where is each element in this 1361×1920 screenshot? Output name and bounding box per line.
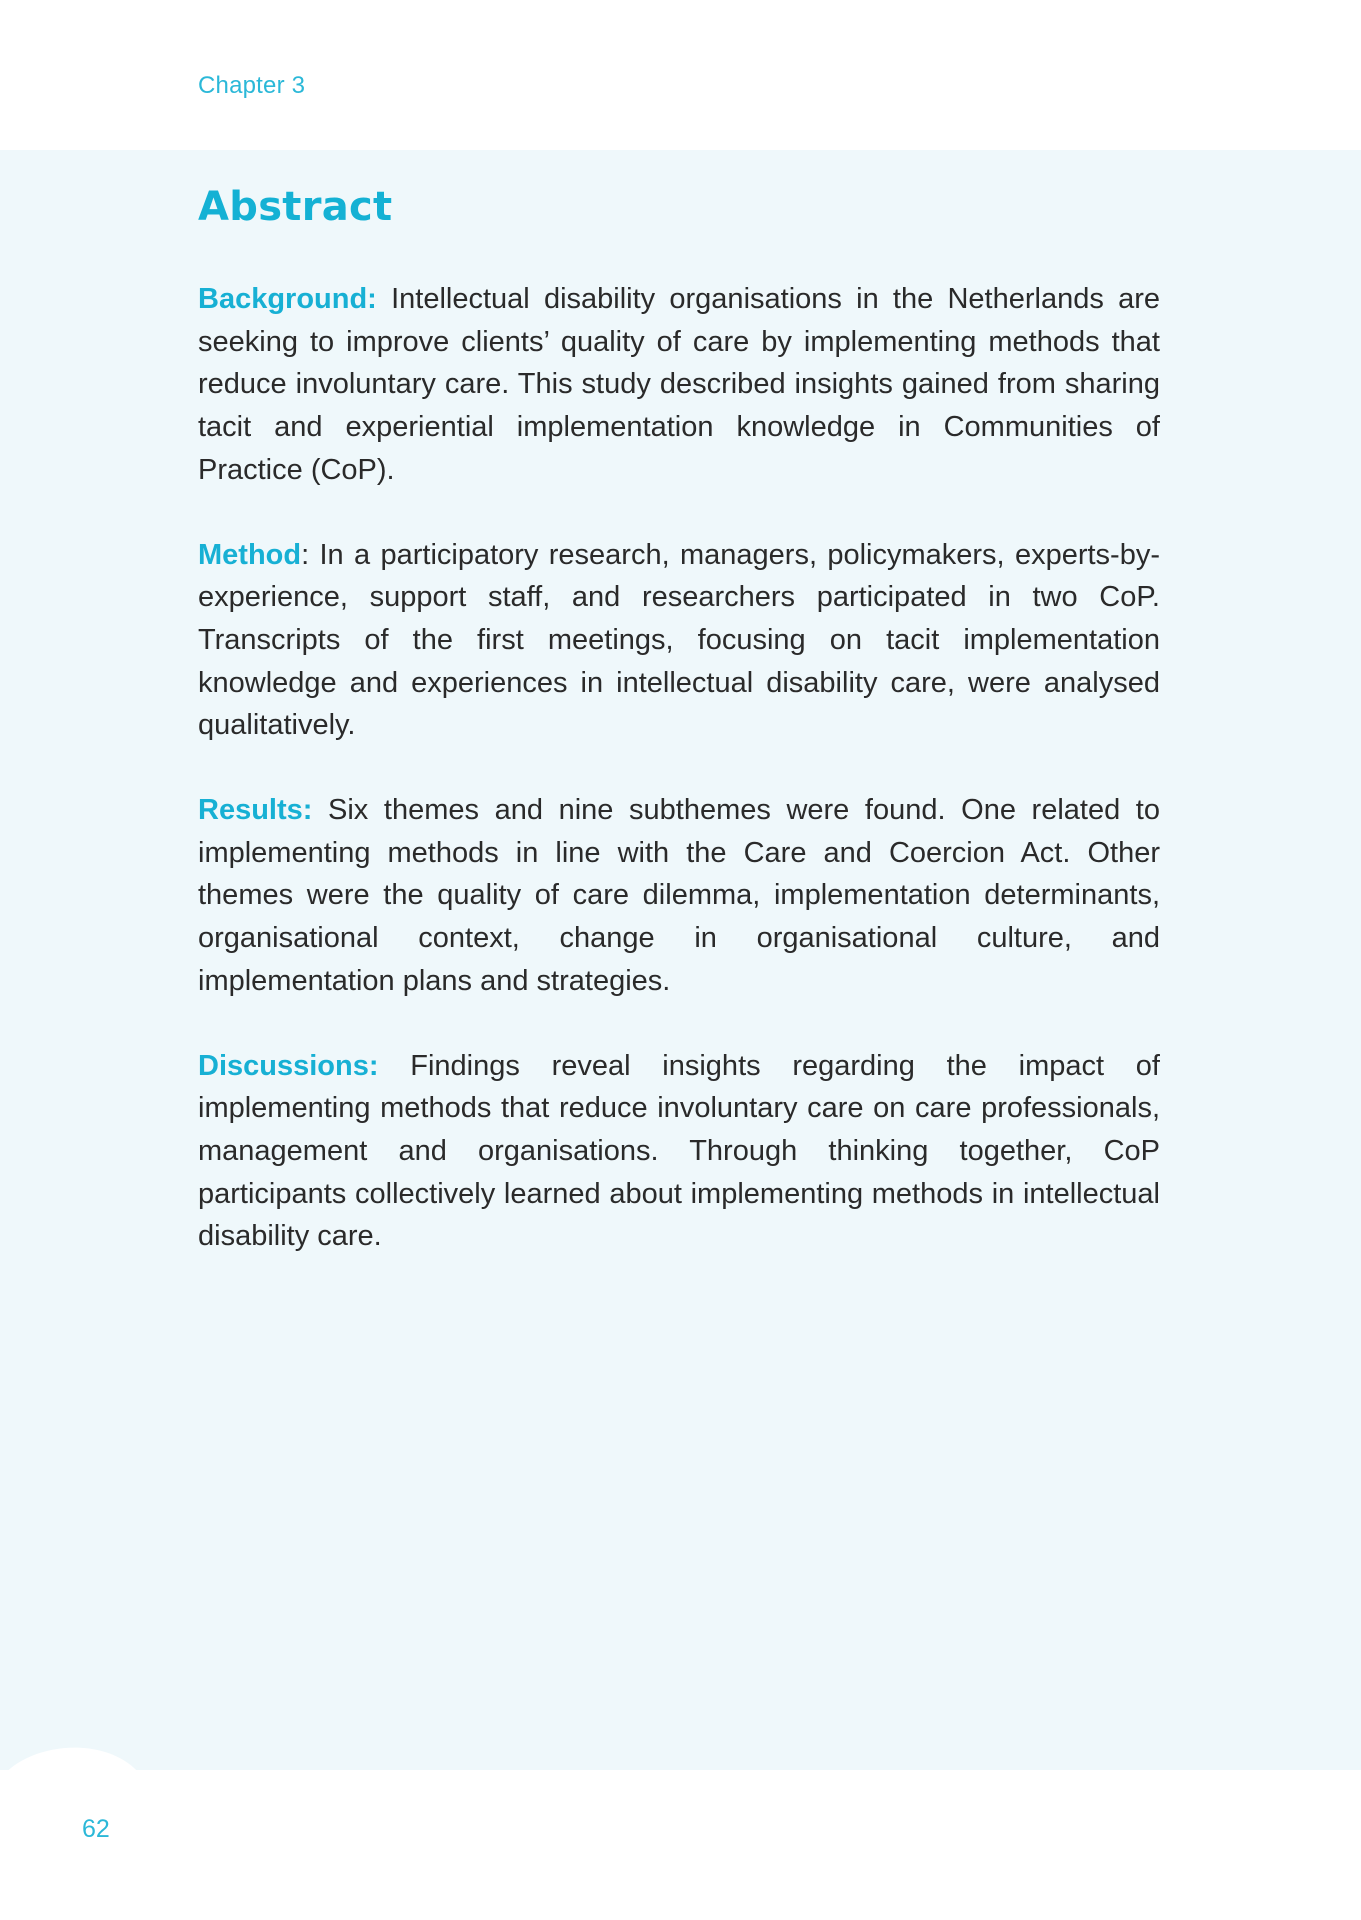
discussions-label: Discussions: xyxy=(198,1049,379,1082)
method-text: : In a participatory research, managers, policymakers, experts-by-experience, support staff, and researchers participated in two CoP. Transcripts of the first meetings, focusing on tacit implementation knowledge and experiences in intellectual disability care, were analysed qualitatively. xyxy=(198,538,1160,742)
background-paragraph xyxy=(198,278,1160,492)
discussions-text: Findings reveal insights regarding the impact of implementing methods that reduce involuntary care on care professionals, management and organisations. Through thinking together, CoP participants collectively learned about implementing methods in intellectual disability care. xyxy=(198,1049,1160,1253)
chapter-label: Chapter 3 xyxy=(198,72,306,99)
discussions-paragraph xyxy=(198,1045,1160,1259)
method-label: Method xyxy=(198,538,302,571)
background-text: Intellectual disability organisations in the Netherlands are seeking to improve clients’ quality of care by implementing methods that reduce involuntary care. This study described insights gained from sharing tacit and experiential implementation knowledge in Communities of Practice (CoP). xyxy=(198,283,1160,486)
results-label: Results: xyxy=(198,794,313,827)
page-number: 62 xyxy=(82,1815,110,1843)
abstract-body xyxy=(198,278,1160,1300)
bottom-wave-decoration xyxy=(0,1700,1361,1920)
results-text: Six themes and nine subthemes were found. One related to implementing methods in line with the Care and Coercion Act. Other themes were the quality of care dilemma, implementation determinants, organisational context, change in organisational culture, and implementation plans and strategies. xyxy=(198,794,1160,997)
results-paragraph xyxy=(198,789,1160,1003)
abstract-title: Abstract xyxy=(198,184,393,230)
method-paragraph xyxy=(198,534,1160,748)
background-label: Background: xyxy=(198,283,377,315)
